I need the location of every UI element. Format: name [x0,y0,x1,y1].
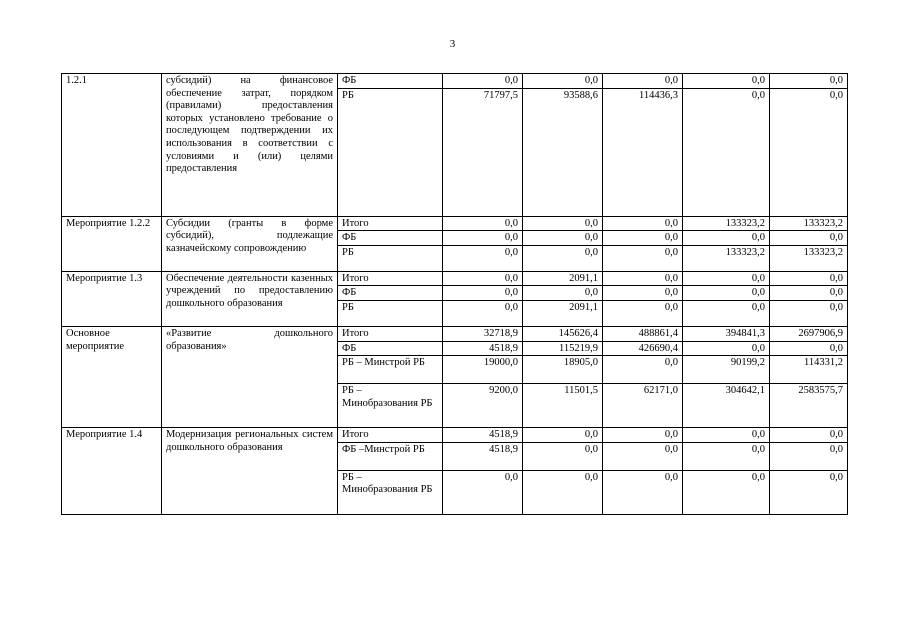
amount-cell: 0,0 [603,216,683,231]
amount-cell: 0,0 [443,470,523,514]
amount-cell: 0,0 [770,231,848,246]
amount-cell: 133323,2 [770,245,848,271]
funding-source-cell: РБ – Минстрой РБ [338,356,443,384]
funding-source-cell: ФБ [338,341,443,356]
amount-cell: 0,0 [523,74,603,89]
amount-cell: 0,0 [443,300,523,326]
amount-cell: 394841,3 [683,326,770,341]
table-row [62,74,848,89]
amount-cell: 0,0 [603,231,683,246]
amount-cell: 0,0 [770,341,848,356]
amount-cell: 0,0 [770,442,848,470]
amount-cell: 133323,2 [683,245,770,271]
amount-cell: 0,0 [770,88,848,216]
amount-cell: 2583575,7 [770,384,848,428]
funding-source-cell: Итого [338,216,443,231]
measure-description-cell: Субсидии (гранты в форме субсидий), подлежащие казначейскому сопровождению [162,216,338,271]
amount-cell: 0,0 [603,271,683,286]
amount-cell: 0,0 [443,245,523,271]
amount-cell: 0,0 [603,470,683,514]
amount-cell: 0,0 [443,231,523,246]
funding-source-cell: ФБ –Минстрой РБ [338,442,443,470]
amount-cell: 0,0 [770,271,848,286]
amount-cell: 4518,9 [443,442,523,470]
measure-description-cell: субсидий) на финансовое обеспечение затрат, порядком (правилами) предоставления которых установлено требование о последующем подтверждении их использования в соответствии с условиями и (или) целями предоставления [162,74,338,217]
amount-cell: 0,0 [523,286,603,301]
amount-cell: 115219,9 [523,341,603,356]
amount-cell: 488861,4 [603,326,683,341]
amount-cell: 0,0 [443,74,523,89]
funding-source-cell: Итого [338,326,443,341]
amount-cell: 0,0 [770,286,848,301]
amount-cell: 114436,3 [603,88,683,216]
amount-cell: 9200,0 [443,384,523,428]
amount-cell: 19000,0 [443,356,523,384]
amount-cell: 18905,0 [523,356,603,384]
funding-source-cell: РБ [338,245,443,271]
amount-cell: 4518,9 [443,428,523,443]
amount-cell: 145626,4 [523,326,603,341]
amount-cell: 0,0 [523,428,603,443]
amount-cell: 0,0 [683,300,770,326]
amount-cell: 0,0 [523,470,603,514]
amount-cell: 0,0 [603,74,683,89]
page-number: 3 [449,38,456,50]
amount-cell: 0,0 [683,428,770,443]
table-row [62,326,848,341]
amount-cell: 0,0 [603,442,683,470]
amount-cell: 0,0 [603,428,683,443]
amount-cell: 71797,5 [443,88,523,216]
amount-cell: 133323,2 [683,216,770,231]
amount-cell: 0,0 [603,300,683,326]
amount-cell: 0,0 [443,216,523,231]
amount-cell: 0,0 [683,470,770,514]
amount-cell: 0,0 [683,74,770,89]
funding-source-cell: РБ [338,88,443,216]
amount-cell: 114331,2 [770,356,848,384]
measure-description-cell: «Развитие дошкольного образования» [162,326,338,427]
measure-code-cell: Мероприятие 1.2.2 [62,216,162,271]
amount-cell: 2091,1 [523,300,603,326]
amount-cell: 93588,6 [523,88,603,216]
amount-cell: 11501,5 [523,384,603,428]
amount-cell: 0,0 [683,341,770,356]
amount-cell: 90199,2 [683,356,770,384]
budget-table [61,73,848,515]
funding-source-cell: ФБ [338,286,443,301]
amount-cell: 0,0 [770,74,848,89]
funding-source-cell: Итого [338,271,443,286]
amount-cell: 0,0 [770,428,848,443]
amount-cell: 133323,2 [770,216,848,231]
table-row [62,428,848,443]
amount-cell: 62171,0 [603,384,683,428]
amount-cell: 4518,9 [443,341,523,356]
amount-cell: 0,0 [683,88,770,216]
amount-cell: 0,0 [523,245,603,271]
funding-source-cell: Итого [338,428,443,443]
measure-description-cell: Модернизация региональных систем дошкольного образования [162,428,338,515]
amount-cell: 2091,1 [523,271,603,286]
amount-cell: 32718,9 [443,326,523,341]
table-row [62,216,848,231]
amount-cell: 0,0 [603,356,683,384]
measure-code-cell: Мероприятие 1.3 [62,271,162,326]
amount-cell: 0,0 [683,442,770,470]
amount-cell: 0,0 [683,286,770,301]
funding-source-cell: ФБ [338,231,443,246]
funding-source-cell: РБ [338,300,443,326]
measure-code-cell: 1.2.1 [62,74,162,217]
amount-cell: 2697906,9 [770,326,848,341]
amount-cell: 0,0 [523,216,603,231]
amount-cell: 0,0 [443,286,523,301]
amount-cell: 0,0 [603,286,683,301]
measure-code-cell: Основное мероприятие [62,326,162,427]
table-row [62,271,848,286]
amount-cell: 0,0 [683,231,770,246]
amount-cell: 0,0 [603,245,683,271]
table-body [62,74,848,515]
amount-cell: 0,0 [443,271,523,286]
amount-cell: 0,0 [523,442,603,470]
measure-code-cell: Мероприятие 1.4 [62,428,162,515]
funding-source-cell: РБ – Минобразования РБ [338,384,443,428]
measure-description-cell: Обеспечение деятельности казенных учреждений по предоставлению дошкольного образования [162,271,338,326]
funding-source-cell: ФБ [338,74,443,89]
amount-cell: 0,0 [523,231,603,246]
amount-cell: 304642,1 [683,384,770,428]
amount-cell: 426690,4 [603,341,683,356]
funding-source-cell: РБ – Минобразования РБ [338,470,443,514]
amount-cell: 0,0 [770,300,848,326]
amount-cell: 0,0 [770,470,848,514]
amount-cell: 0,0 [683,271,770,286]
